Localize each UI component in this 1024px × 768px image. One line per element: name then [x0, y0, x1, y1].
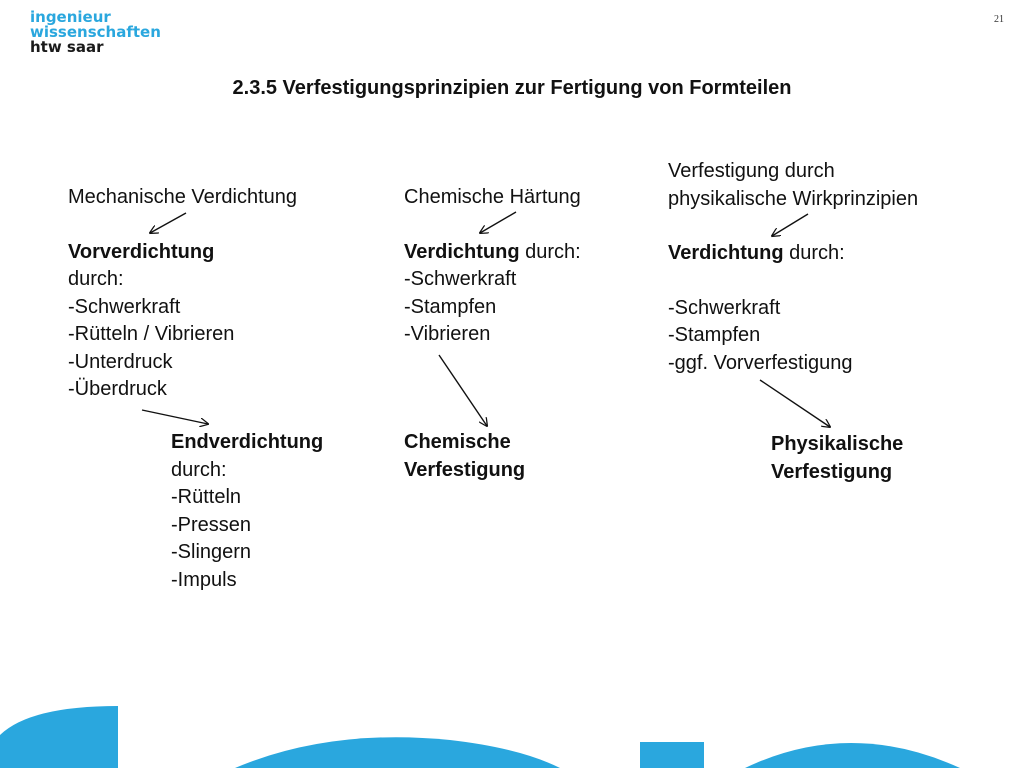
deco-shape-middle [235, 737, 560, 768]
col3-result-line2: Verfestigung [771, 460, 893, 483]
col1-sub2-item: -Impuls [171, 568, 237, 591]
col1-sub1-item: -Rütteln / Vibrieren [68, 323, 235, 345]
col1-sub2-item: -Slingern [171, 541, 252, 563]
col3-heading-line2: physikalische Wirkprinzipien [668, 187, 919, 210]
col2-result-line1: Chemische [404, 431, 511, 453]
deco-shape-bar [640, 742, 704, 768]
deco-shape-right [745, 743, 960, 768]
col3-result-line1: Physikalische [771, 433, 904, 455]
col3-item: -Stampfen [668, 324, 761, 346]
col3-item: -Schwerkraft [668, 296, 781, 319]
col3-sub-rest: durch: [783, 242, 845, 264]
col1-sub1-item: -Überdruck [68, 378, 167, 400]
col2-item: -Vibrieren [404, 323, 491, 345]
logo-line-1: ingenieur [30, 8, 111, 26]
col2-sub-rest: durch: [519, 240, 581, 263]
col2-result-line2: Verfestigung [404, 458, 526, 481]
col1-heading: Mechanische Verdichtung [68, 186, 298, 208]
logo-line-2: wissenschaften [30, 23, 161, 41]
slide-title: 2.3.5 Verfestigungsprinzipien zur Fertigung von Formteilen [232, 77, 792, 99]
col1-sub1-item: -Schwerkraft [68, 295, 181, 318]
page-number: 21 [994, 14, 1004, 25]
col3-heading-line1: Verfestigung durch [668, 160, 835, 182]
col1-sub1-rest: durch: [68, 268, 124, 290]
col3-item: -ggf. Vorverfestigung [668, 351, 853, 374]
col2-item: -Schwerkraft [404, 268, 517, 290]
col1-sub1-bold: Vorverdichtung [68, 240, 215, 263]
col2-sub-bold: Verdichtung [404, 240, 520, 263]
col3-sub-bold: Verdichtung [668, 242, 784, 264]
col2-heading: Chemische Härtung [404, 186, 581, 208]
col1-sub2-bold: Endverdichtung [171, 431, 324, 453]
col1-sub2-item: -Pressen [171, 513, 252, 536]
col1-sub2-item: -Rütteln [171, 486, 242, 508]
col1-sub1-item: -Unterdruck [68, 350, 173, 373]
col2-item: -Stampfen [404, 295, 497, 318]
logo-line-3: htw saar [30, 38, 104, 56]
col1-sub2-rest: durch: [171, 458, 227, 481]
deco-shape-left [0, 706, 118, 768]
